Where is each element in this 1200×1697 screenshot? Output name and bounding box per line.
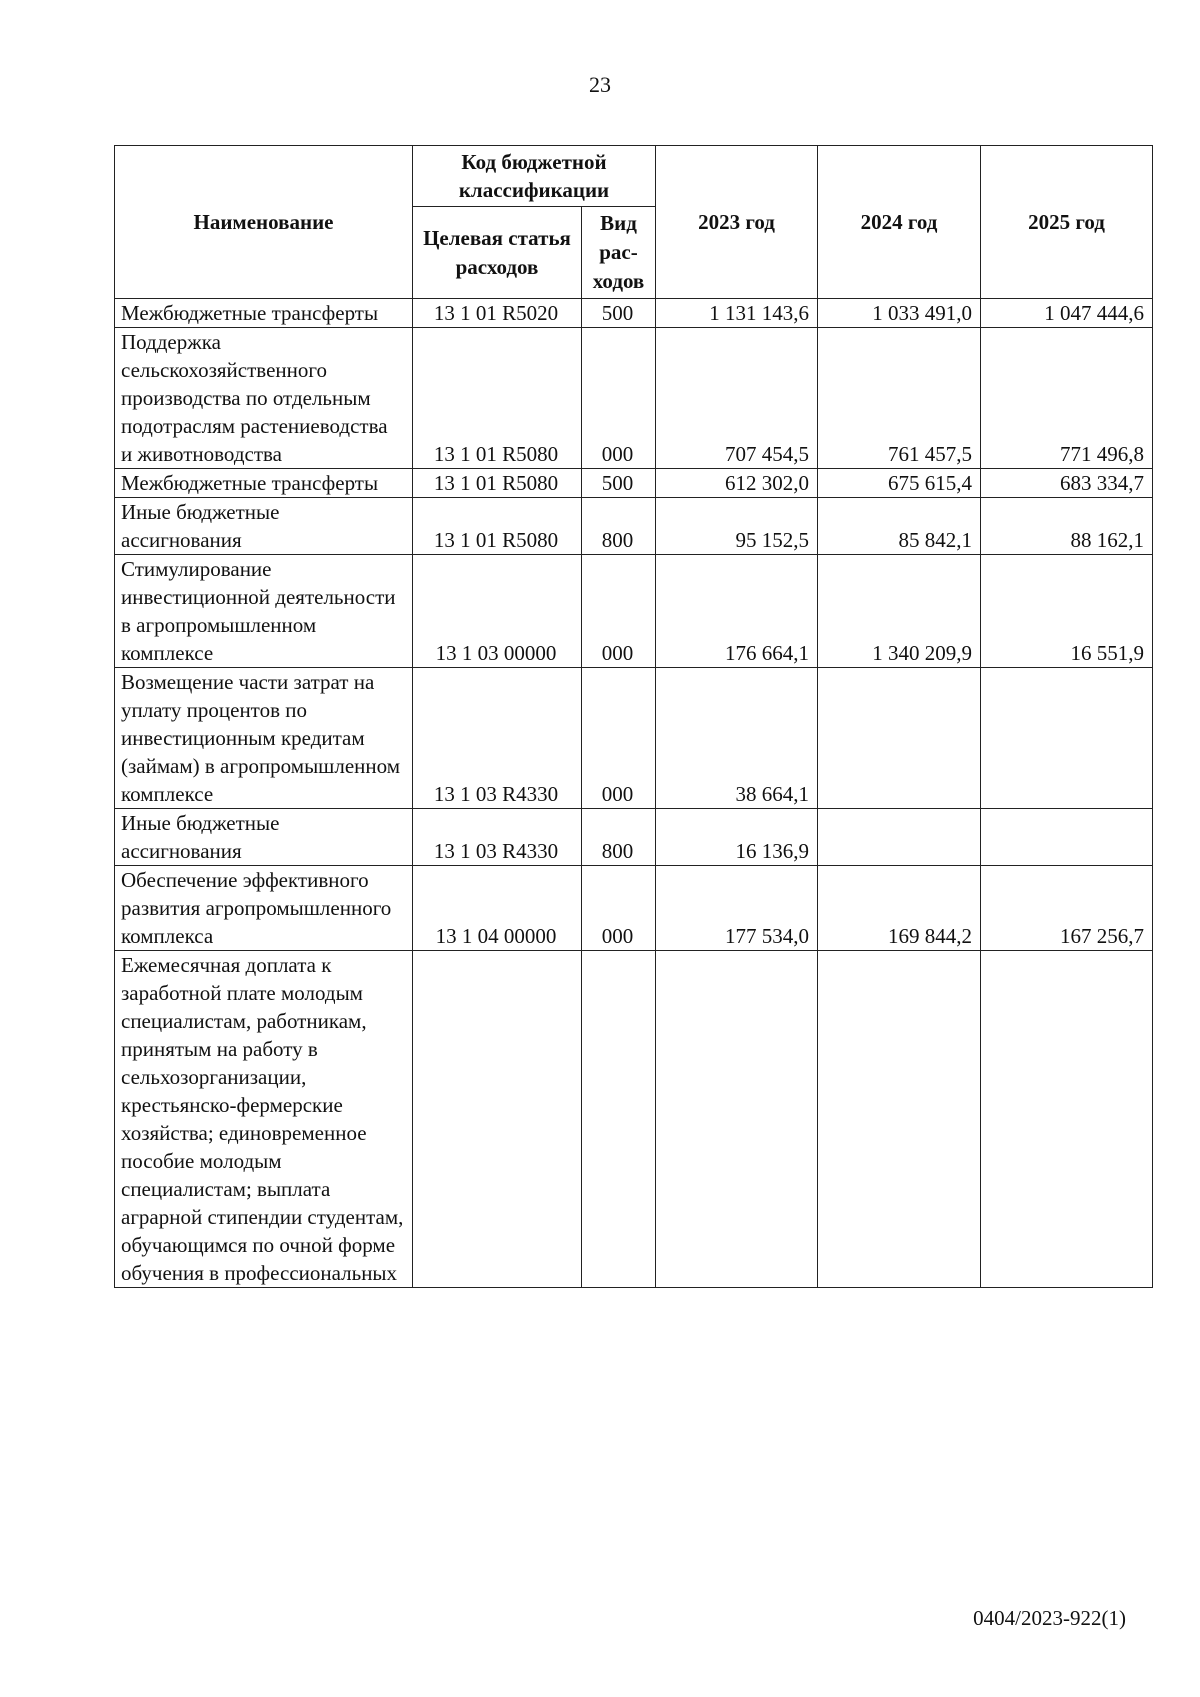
- row-expense-type: 000: [582, 555, 656, 668]
- table-row: [115, 498, 1153, 555]
- row-name: Межбюджетные трансферты: [115, 469, 413, 498]
- row-expense-type: 500: [582, 299, 656, 328]
- row-2025: 1 047 444,6: [981, 299, 1153, 328]
- row-2023: 16 136,9: [656, 809, 818, 866]
- header-name: Наименование: [115, 146, 413, 299]
- header-expense-type: Вид рас-ходов: [582, 207, 656, 299]
- row-2025: [981, 668, 1153, 809]
- row-2024: [818, 951, 981, 1288]
- table-row: [115, 328, 1153, 469]
- row-target-article: 13 1 03 R4330: [413, 668, 582, 809]
- row-expense-type: 000: [582, 866, 656, 951]
- row-name: Возмещение части затрат на уплату процентов по инвестиционным кредитам (займам) в агропромышленном комплексе: [115, 668, 413, 809]
- row-2024: 1 340 209,9: [818, 555, 981, 668]
- row-name: Межбюджетные трансферты: [115, 299, 413, 328]
- row-expense-type: 000: [582, 328, 656, 469]
- document-code: 0404/2023-922(1): [973, 1606, 1126, 1630]
- row-target-article: 13 1 01 R5020: [413, 299, 582, 328]
- row-expense-type: [582, 951, 656, 1288]
- row-2025: 683 334,7: [981, 469, 1153, 498]
- row-target-article: 13 1 03 R4330: [413, 809, 582, 866]
- row-2025: 16 551,9: [981, 555, 1153, 668]
- row-2024: [818, 668, 981, 809]
- row-2023: 95 152,5: [656, 498, 818, 555]
- row-2024: 761 457,5: [818, 328, 981, 469]
- row-2025: 167 256,7: [981, 866, 1153, 951]
- header-year-2025: 2025 год: [981, 146, 1153, 299]
- row-2023: 177 534,0: [656, 866, 818, 951]
- row-2025: 771 496,8: [981, 328, 1153, 469]
- row-target-article: [413, 951, 582, 1288]
- row-2025: [981, 809, 1153, 866]
- row-name: Стимулирование инвестиционной деятельности в агропромышленном комплексе: [115, 555, 413, 668]
- row-2024: 169 844,2: [818, 866, 981, 951]
- row-name: Иные бюджетные ассигнования: [115, 498, 413, 555]
- row-2023: [656, 951, 818, 1288]
- row-2024: 1 033 491,0: [818, 299, 981, 328]
- row-2023: 38 664,1: [656, 668, 818, 809]
- row-name: Поддержка сельскохозяйственного производства по отдельным подотраслям растениеводства и животноводства: [115, 328, 413, 469]
- table-row: [115, 299, 1153, 328]
- table-row: [115, 469, 1153, 498]
- row-name: Иные бюджетные ассигнования: [115, 809, 413, 866]
- header-target-article: Целевая статья расходов: [413, 207, 582, 299]
- row-name: Ежемесячная доплата к заработной плате молодым специалистам, работникам, принятым на работу в сельхозорганизации, крестьянско-фермерские хозяйства; единовременное пособие молодым специалистам; выплата аграрной стипендии студентам, обучающимся по очной форме обучения в профессиональных: [115, 951, 413, 1288]
- row-2023: 707 454,5: [656, 328, 818, 469]
- row-2025: 88 162,1: [981, 498, 1153, 555]
- row-target-article: 13 1 01 R5080: [413, 328, 582, 469]
- row-expense-type: 800: [582, 809, 656, 866]
- header-year-2024: 2024 год: [818, 146, 981, 299]
- table-row: [115, 809, 1153, 866]
- row-target-article: 13 1 04 00000: [413, 866, 582, 951]
- row-target-article: 13 1 01 R5080: [413, 498, 582, 555]
- row-2023: 176 664,1: [656, 555, 818, 668]
- row-expense-type: 000: [582, 668, 656, 809]
- table-row: [115, 555, 1153, 668]
- row-target-article: 13 1 01 R5080: [413, 469, 582, 498]
- row-2024: 675 615,4: [818, 469, 981, 498]
- row-2023: 612 302,0: [656, 469, 818, 498]
- budget-table: [114, 145, 1153, 1288]
- header-budget-code: Код бюджетной классификации: [413, 146, 656, 207]
- table-row: [115, 668, 1153, 809]
- page-number: 23: [589, 72, 611, 97]
- row-expense-type: 500: [582, 469, 656, 498]
- row-2024: 85 842,1: [818, 498, 981, 555]
- row-2023: 1 131 143,6: [656, 299, 818, 328]
- row-2024: [818, 809, 981, 866]
- row-expense-type: 800: [582, 498, 656, 555]
- row-target-article: 13 1 03 00000: [413, 555, 582, 668]
- row-2025: [981, 951, 1153, 1288]
- row-name: Обеспечение эффективного развития агропромышленного комплекса: [115, 866, 413, 951]
- table-row: [115, 866, 1153, 951]
- table-row: [115, 951, 1153, 1288]
- header-year-2023: 2023 год: [656, 146, 818, 299]
